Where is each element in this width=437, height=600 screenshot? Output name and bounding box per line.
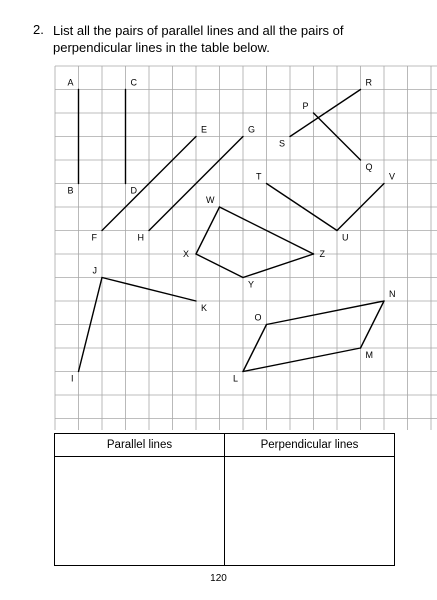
parallel-lines-header: Parallel lines (55, 434, 225, 457)
point-label-r: R (365, 77, 372, 88)
point-label-b: B (67, 185, 74, 196)
parallel-lines-answer-cell[interactable] (55, 457, 225, 566)
point-label-d: D (130, 185, 137, 196)
point-label-s: S (278, 138, 285, 149)
point-label-o: O (254, 312, 262, 323)
question-number: 2. (33, 22, 44, 37)
point-label-v: V (389, 171, 396, 182)
point-label-t: T (256, 171, 262, 182)
point-label-e: E (201, 124, 208, 135)
point-label-w: W (206, 195, 215, 205)
point-label-m: M (365, 350, 373, 360)
point-label-g: G (248, 124, 256, 135)
point-label-q: Q (365, 162, 373, 172)
point-label-n: N (389, 289, 396, 299)
page-number: 120 (210, 573, 227, 584)
segment-zy (243, 254, 314, 278)
segment-on (267, 301, 385, 325)
answer-table (54, 433, 395, 566)
point-label-j: J (92, 265, 97, 276)
perpendicular-lines-answer-cell[interactable] (225, 457, 395, 566)
point-label-p: P (302, 101, 309, 111)
point-label-f: F (91, 232, 97, 243)
question-line-1: List all the pairs of parallel lines and all the pairs of (53, 23, 344, 38)
point-label-a: A (67, 77, 74, 88)
point-label-c: C (130, 77, 137, 88)
point-label-k: K (201, 303, 208, 313)
point-label-l: L (232, 373, 238, 384)
question-line-2: perpendicular lines in the table below. (53, 40, 270, 55)
point-label-z: Z (319, 249, 325, 259)
point-label-i: I (70, 373, 74, 384)
segment-ml (243, 348, 361, 372)
point-label-u: U (342, 232, 349, 243)
point-label-h: H (137, 232, 144, 243)
point-label-y: Y (248, 279, 255, 290)
point-label-x: X (182, 249, 189, 259)
perpendicular-lines-header: Perpendicular lines (225, 434, 395, 457)
